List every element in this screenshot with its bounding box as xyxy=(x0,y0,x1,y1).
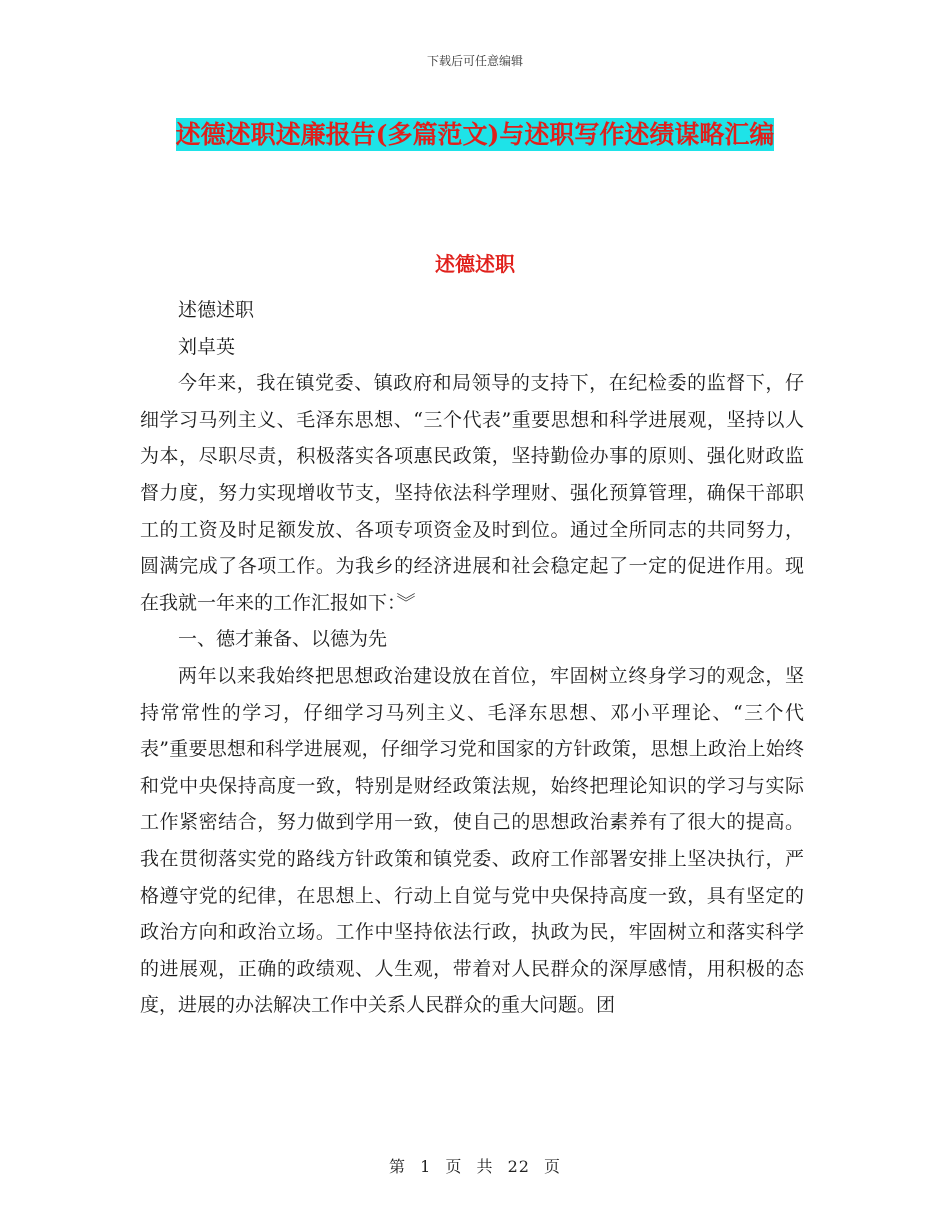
body-paragraph: 今年来，我在镇党委、镇政府和局领导的支持下，在纪检委的监督下，仔细学习马列主义、毛泽东思想、“三个代表”重要思想和科学进展观，坚持以人为本，尽职尽责，积极落实各项惠民政策，坚持勤俭办事的原则、强化财政监督力度，努力实现增收节支，坚持依法科学理财、强化预算管理，确保干部职工的工资及时足额发放、各项专项资金及时到位。通过全所同志的共同努力，圆满完成了各项工作。为我乡的经济进展和社会稳定起了一定的促进作用。现在我就一年来的工作汇报如下：︾ xyxy=(140,372,804,614)
footer-mid: 页 xyxy=(445,1157,463,1176)
body-paragraph-heading: 一、德才兼备、以德为先 xyxy=(178,628,388,651)
document-body xyxy=(140,292,804,1024)
footer-total-prefix: 共 xyxy=(476,1157,494,1176)
footer-total-pages: 22 xyxy=(507,1157,530,1176)
body-paragraph-subtitle: 述德述职 xyxy=(178,299,255,321)
footer-suffix: 页 xyxy=(544,1157,562,1176)
body-paragraph-author: 刘卓英 xyxy=(178,335,236,358)
page-footer xyxy=(0,1154,950,1177)
document-title xyxy=(140,112,810,158)
header-note: 下载后可任意编辑 xyxy=(426,54,523,68)
section-heading: 述德述职 xyxy=(435,252,515,276)
footer-page-number: 1 xyxy=(420,1157,432,1176)
document-title-text: 述德述职述廉报告(多篇范文)与述职写作述绩谋略汇编 xyxy=(175,120,775,149)
footer-prefix: 第 xyxy=(388,1157,406,1176)
body-paragraph: 两年以来我始终把思想政治建设放在首位，牢固树立终身学习的观念，坚持常常性的学习，仔细学习马列主义、毛泽东思想、邓小平理论、“三个代表”重要思想和科学进展观，仔细学习党和国家的方针政策，思想上政治上始终和党中央保持高度一致，特别是财经政策法规，始终把理论知识的学习与实际工作紧密结合，努力做到学用一致，使自己的思想政治素养有了很大的提高。我在贯彻落实党的路线方针政策和镇党委、政府工作部署安排上坚决执行，严格遵守党的纪律，在思想上、行动上自觉与党中央保持高度一致，具有坚定的政治方向和政治立场。工作中坚持依法行政，执政为民，牢固树立和落实科学的进展观，正确的政绩观、人生观，带着对人民群众的深厚感情，用积极的态度，进展的办法解决工作中关系人民群众的重大问题。团 xyxy=(140,664,804,1017)
